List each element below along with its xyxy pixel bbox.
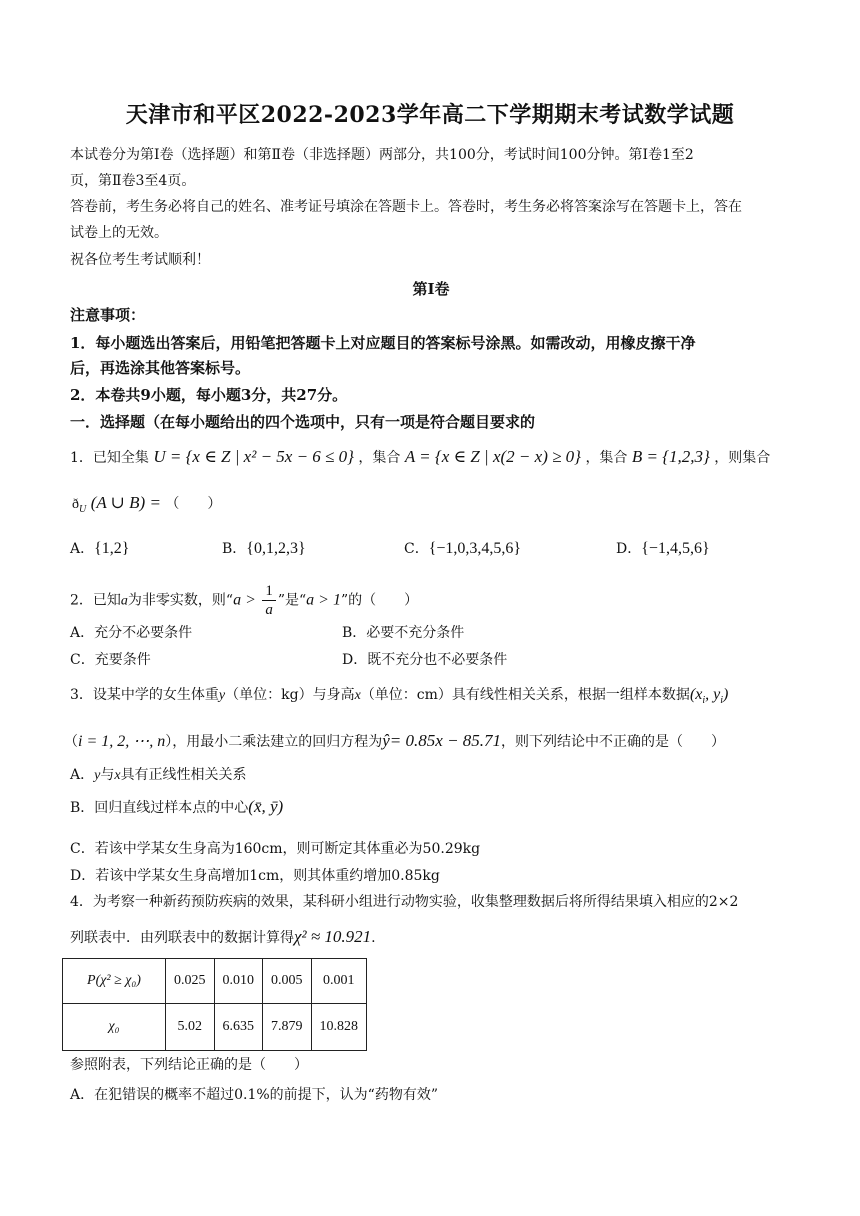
- q3-sample-pair: [689, 686, 729, 707]
- table-cell: 7.879: [263, 1004, 312, 1051]
- note-1-line-2: 后，再选涂其他答案标号。: [70, 359, 251, 377]
- q1-stem: [70, 444, 792, 471]
- q3-opt-a-mid: 与: [100, 767, 115, 783]
- table-row: [63, 1004, 367, 1051]
- critical-value-table: [62, 958, 367, 1051]
- q3-text-b: （单位：kg）与身高: [225, 687, 355, 703]
- q2-stem-b: 为非零实数，则“: [127, 592, 234, 609]
- notes-heading: 注意事项：: [70, 306, 146, 324]
- q2-option-c[interactable]: [70, 649, 151, 669]
- q1-option-c[interactable]: [404, 538, 521, 558]
- q4-text-a: 列联表中．由列联表中的数据计算得: [70, 930, 294, 946]
- q1-mid-2: ，集合: [585, 450, 628, 466]
- q2-stem-d: ”的（ ）: [340, 592, 419, 609]
- q3-text-a: 3．设某中学的女生体重: [70, 687, 219, 703]
- q1-set-b: B = {1,2,3}: [631, 447, 710, 466]
- table-cell: 10.828: [311, 1004, 367, 1051]
- complement-symbol: ð: [72, 497, 79, 512]
- q3-equation: = 0.85x − 85.71: [389, 731, 502, 750]
- option-label: C．: [404, 541, 429, 557]
- table-cell: 5.02: [166, 1004, 215, 1051]
- pair-sub-2: i: [720, 695, 724, 707]
- part-heading: 一．选择题（在每小题给出的四个选项中，只有一项是符合题目要求的: [70, 413, 536, 431]
- option-text: 充分不必要条件: [94, 625, 193, 641]
- q3-option-c[interactable]: C．若该中学某女生身高为160cm，则可断定其体重必为50.29kg: [70, 841, 481, 857]
- table-cell: 0.005: [263, 959, 312, 1004]
- fraction-denominator: a: [265, 602, 273, 618]
- option-label: A．: [70, 767, 95, 783]
- q3-paren-open: （: [64, 734, 78, 750]
- option-text: {−1,0,3,4,5,6}: [428, 540, 522, 557]
- q3-yhat: ŷ: [382, 731, 390, 750]
- table-row: [63, 959, 367, 1004]
- pair-open: (x: [689, 686, 703, 703]
- q3-line-2: [64, 728, 786, 755]
- option-label: A．: [70, 541, 95, 557]
- q2-stem: [70, 582, 792, 619]
- complement-subscript: U: [79, 503, 87, 515]
- q3-line-1: [70, 682, 792, 714]
- table-cell: 0.025: [166, 959, 215, 1004]
- q2-condition: a > 1: [306, 591, 341, 609]
- option-text: {−1,4,5,6}: [641, 540, 710, 557]
- intro-line-4: 试卷上的无效。: [70, 225, 168, 241]
- note-1-line-1: 1．每小题选出答案后，用铅笔把答题卡上对应题目的答案标号涂黑。如需改动，用橡皮擦干净: [70, 334, 696, 352]
- q2-stem-c: ”是“: [277, 592, 307, 609]
- q1-paren: （ ）: [165, 496, 222, 512]
- q4-line-2: [70, 924, 792, 951]
- option-label: A．: [70, 625, 95, 641]
- pair-close: ): [723, 686, 729, 703]
- option-label: B．: [342, 625, 367, 641]
- option-label: D．: [616, 541, 642, 557]
- q1-tail: ，则集合: [714, 450, 771, 466]
- exam-title: 天津市和平区2022-2023学年高二下学期期末考试数学试题: [125, 102, 735, 128]
- option-label: D．: [342, 652, 368, 668]
- q2-option-d[interactable]: [342, 649, 507, 669]
- table-cell: 0.010: [214, 959, 263, 1004]
- q2-option-a[interactable]: [70, 622, 192, 642]
- table-header-cell: χ₀: [63, 1004, 166, 1051]
- intro-line-1: 本试卷分为第Ⅰ卷（选择题）和第Ⅱ卷（非选择题）两部分，共100分，考试时间100分钟。第Ⅰ卷1至2: [70, 147, 694, 163]
- q2-option-b[interactable]: [342, 622, 464, 642]
- q3-opt-a-var-x: x: [114, 768, 121, 783]
- q4-after-table: 参照附表，下列结论正确的是（ ）: [70, 1057, 308, 1073]
- q3-index: i = 1, 2, ⋯, n: [78, 733, 166, 750]
- q3-text-d: ），用最小二乘法建立的回归方程为: [165, 734, 383, 750]
- q3-opt-a-var-y: y: [94, 768, 101, 783]
- q1-set-u: U = {x ∈ Z | x² − 5x − 6 ≤ 0}: [153, 447, 354, 466]
- option-text: 具有正线性相关关系: [120, 767, 247, 783]
- q1-expression: [72, 490, 794, 523]
- q3-option-b[interactable]: [70, 797, 283, 817]
- note-2: 2．本卷共9小题，每小题3分，共27分。: [70, 386, 348, 404]
- intro-line-2: 页，第Ⅱ卷3至4页。: [70, 173, 196, 189]
- q3-text-c: （单位：cm）具有线性相关关系，根据一组样本数据: [360, 687, 690, 703]
- table-header-cell: P(χ² ≥ χ₀): [63, 959, 166, 1004]
- q2-stem-a: 2．已知: [70, 592, 121, 609]
- q1-mid-1: ，集合: [358, 450, 401, 466]
- q3-option-d[interactable]: D．若该中学某女生身高增加1cm，则其体重约增加0.85kg: [70, 868, 440, 884]
- q4-chi-value: χ² ≈ 10.921: [294, 927, 372, 946]
- fraction-numerator: 1: [262, 582, 276, 601]
- q2-fraction: [262, 582, 276, 619]
- section-title: 第Ⅰ卷: [412, 280, 450, 298]
- pair-mid: , y: [705, 686, 721, 703]
- option-label: B．: [222, 541, 247, 557]
- q2-frac-lhs: a >: [233, 591, 256, 609]
- q4-option-a[interactable]: A．在犯错误的概率不超过0.1%的前提下，认为“药物有效”: [70, 1087, 438, 1103]
- q1-option-d[interactable]: [616, 538, 710, 558]
- intro-line-5: 祝各位考生考试顺利！: [70, 252, 210, 268]
- q1-union-expr: (A ∪ B) =: [90, 493, 161, 512]
- pair-sub-1: i: [702, 695, 706, 707]
- q3-var-x: x: [354, 688, 361, 703]
- q3-option-a[interactable]: [70, 764, 247, 784]
- option-text: {1,2}: [94, 540, 130, 557]
- q4-period: .: [371, 930, 376, 946]
- q1-set-a: A = {x ∈ Z | x(2 − x) ≥ 0}: [404, 447, 581, 466]
- table-cell: 0.001: [311, 959, 367, 1004]
- option-text: 必要不充分条件: [366, 625, 465, 641]
- option-text: 既不充分也不必要条件: [367, 652, 508, 668]
- table-cell: 6.635: [214, 1004, 263, 1051]
- option-text: 回归直线过样本点的中心: [94, 800, 249, 816]
- option-label: B．: [70, 800, 95, 816]
- option-text: 充要条件: [94, 652, 151, 668]
- q3-var-y: y: [218, 688, 226, 703]
- q4-line-1: 4．为考察一种新药预防疾病的效果，某科研小组进行动物实验，收集整理数据后将所得结果填入相应的2×2: [70, 894, 739, 910]
- q3-center-point: (x̄, ȳ): [248, 797, 284, 816]
- q1-option-a[interactable]: [70, 538, 129, 558]
- q1-stem-text: 1．已知全集: [70, 450, 149, 466]
- intro-line-3: 答卷前，考生务必将自己的姓名、准考证号填涂在答题卡上。答卷时，考生务必将答案涂写在答题卡上，答在: [70, 199, 742, 215]
- option-label: C．: [70, 652, 95, 668]
- q3-text-e: ，则下列结论中不正确的是（ ）: [501, 734, 726, 750]
- q1-option-b[interactable]: [222, 538, 306, 558]
- option-text: {0,1,2,3}: [246, 540, 306, 557]
- q2-var-a: a: [120, 593, 128, 609]
